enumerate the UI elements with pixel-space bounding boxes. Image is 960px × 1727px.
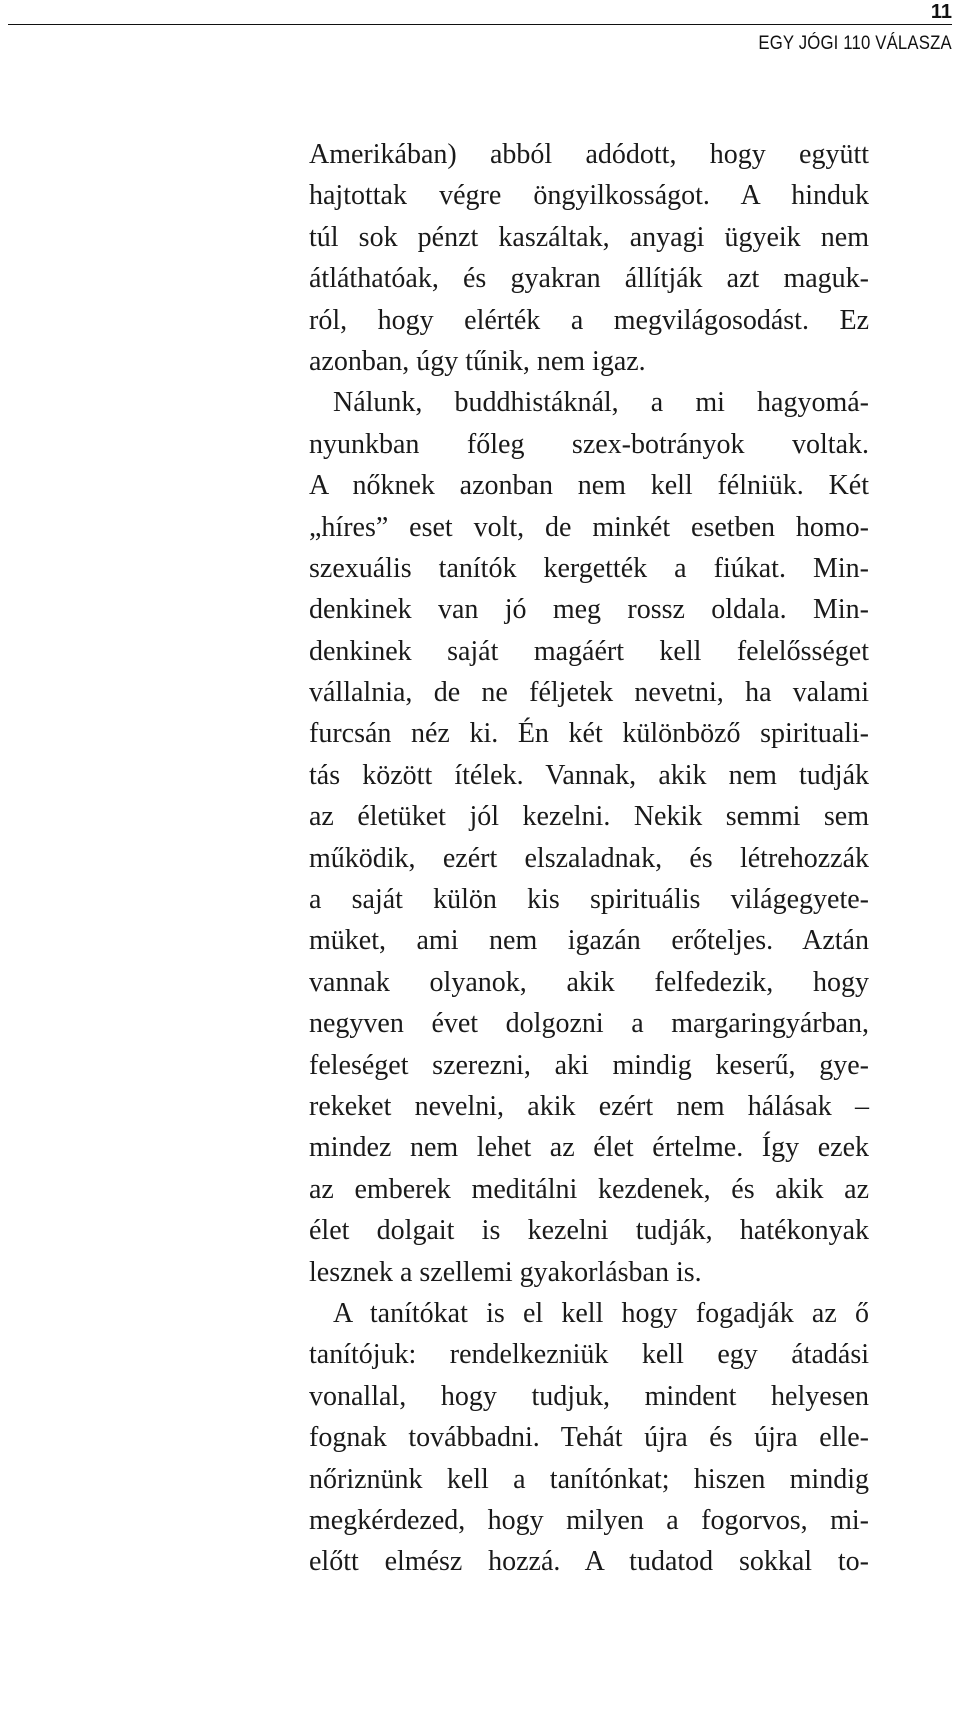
paragraph (309, 382, 869, 1293)
text-line: A tanítókat is el kell hogy fogadják az ő (333, 1297, 869, 1329)
text-line: furcsán néz ki. Én két különböző spirituali- (309, 718, 869, 750)
text-line: denkinek van jó meg rossz oldala. Min- (309, 594, 869, 626)
text-line: tás között ítélek. Vannak, akik nem tudják (309, 759, 869, 791)
text-line: nőriznünk kell a tanítónkat; hiszen mindig (309, 1463, 869, 1495)
header-rule (8, 24, 952, 25)
text-line: denkinek saját magáért kell felelősséget (309, 635, 869, 667)
text-line: lesznek a szellemi gyakorlásban is. (309, 1256, 702, 1288)
text-line: müket, ami nem igazán erőteljes. Aztán (309, 925, 869, 957)
text-line: vállalnia, de ne féljetek nevetni, ha valami (309, 677, 869, 709)
text-line: átláthatóak, és gyakran állítják azt maguk- (309, 263, 869, 295)
text-line: megkérdezed, hogy milyen a fogorvos, mi- (309, 1504, 869, 1536)
page-number: 11 (930, 1, 952, 23)
text-line: tanítójuk: rendelkezniük kell egy átadási (309, 1339, 869, 1371)
text-line: túl sok pénzt kaszáltak, anyagi ügyeik nem (309, 221, 869, 253)
text-line: az emberek meditálni kezdenek, és akik az (309, 1173, 869, 1205)
text-line: nyunkban főleg szex-botrányok voltak. (309, 428, 869, 460)
text-line: vannak olyanok, akik felfedezik, hogy (309, 966, 869, 998)
text-line: „híres” eset volt, de minkét esetben homo- (309, 511, 869, 543)
text-line: Nálunk, buddhistáknál, a mi hagyomá- (333, 387, 869, 419)
text-line: A nőknek azonban nem kell félniük. Két (309, 470, 869, 502)
paragraph (309, 1293, 869, 1583)
paragraph (309, 134, 869, 382)
text-line: a saját külön kis spirituális világegyete- (309, 884, 869, 916)
text-line: az életüket jól kezelni. Nekik semmi sem (309, 801, 869, 833)
running-head: EGY JÓGI 110 VÁLASZA (758, 33, 952, 54)
text-line: előtt elmész hozzá. A tudatod sokkal to- (309, 1546, 869, 1578)
text-line: hajtottak végre öngyilkosságot. A hinduk (309, 180, 869, 212)
text-line: élet dolgait is kezelni tudják, hatékonyak (309, 1215, 869, 1247)
text-line: működik, ezért elszaladnak, és létrehozzák (309, 842, 869, 874)
text-line: Amerikában) abból adódott, hogy együtt (309, 139, 869, 170)
text-line: feleséget szerezni, aki mindig keserű, gye- (309, 1049, 869, 1081)
text-line: negyven évet dolgozni a margaringyárban, (309, 1008, 869, 1040)
text-line: mindez nem lehet az élet értelme. Így ezek (309, 1132, 869, 1164)
text-line: rekeket nevelni, akik ezért nem hálásak – (309, 1090, 869, 1122)
text-line: ról, hogy elérték a megvilágosodást. Ez (309, 304, 869, 336)
text-line: fognak továbbadni. Tehát újra és újra elle- (309, 1422, 869, 1454)
text-line: vonallal, hogy tudjuk, mindent helyesen (309, 1380, 869, 1412)
text-line: azonban, úgy tűnik, nem igaz. (309, 345, 646, 377)
body-text (309, 134, 869, 1583)
text-line: szexuális tanítók kergették a fiúkat. Min- (309, 552, 869, 584)
